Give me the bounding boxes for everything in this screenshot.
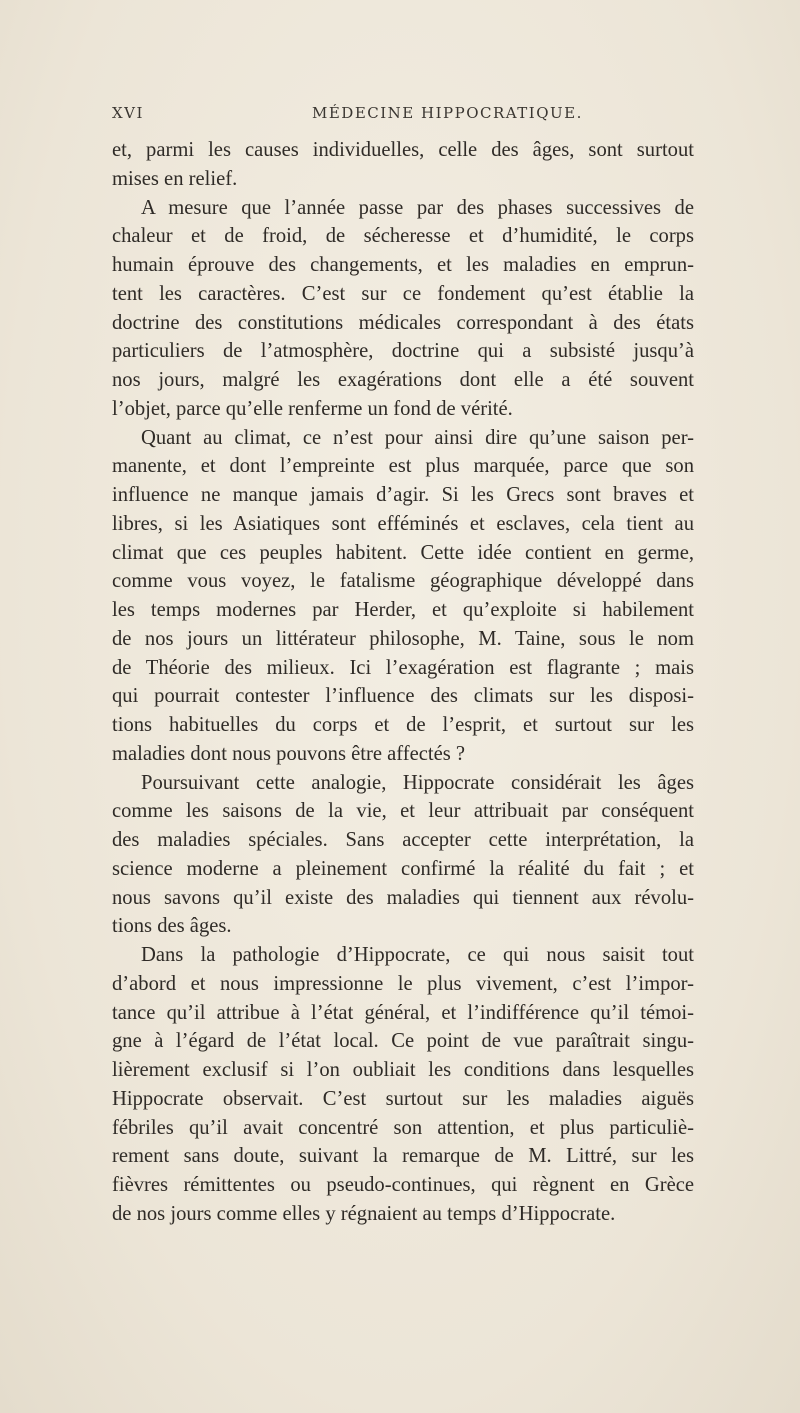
text-line: rement sans doute, suivant la remarque de M. Littré, sur les [112,1145,694,1168]
text-line: de nos jours un littérateur philosophe, M. Taine, sous le nom [112,627,694,650]
text-line: Quant au climat, ce n’est pour ainsi dire qu’une saison per- [141,426,694,449]
text-line: lièrement exclusif si l’on oubliait les conditions dans lesquelles [112,1059,694,1081]
text-line: l’objet, parce qu’elle renferme un fond de vérité. [112,397,513,420]
running-title: MÉDECINE HIPPOCRATIQUE. [312,104,583,122]
text-line: de nos jours comme elles y régnaient au temps d’Hippocrate. [112,1202,616,1225]
text-line: des maladies spéciales. Sans accepter cette interprétation, la [112,829,694,851]
text-line: humain éprouve des changements, et les maladies en emprun- [112,254,694,276]
body-text [112,136,694,1229]
text-line: particuliers de l’atmosphère, doctrine qui a subsisté jusqu’à [112,340,694,363]
text-line: nos jours, malgré les exagérations dont elle a été souvent [112,369,694,391]
text-line: doctrine des constitutions médicales correspondant à des états [112,311,694,334]
text-line: influence ne manque jamais d’agir. Si les Grecs sont braves et [112,484,694,506]
text-line: tent les caractères. C’est sur ce fondement qu’est établie la [112,282,694,305]
text-line: Hippocrate observait. C’est surtout sur les maladies aiguës [112,1087,694,1110]
text-line: manente, et dont l’empreinte est plus marquée, parce que son [112,455,694,478]
text-line: tions des âges. [112,915,232,938]
text-line: de Théorie des milieux. Ici l’exagération est flagrante ; mais [112,656,694,679]
text-line: comme vous voyez, le fatalisme géographique développé dans [112,570,694,593]
text-line: maladies dont nous pouvons être affectés ? [112,742,466,765]
text-line: qui pourrait contester l’influence des climats sur les disposi- [112,685,694,708]
text-line: mises en relief. [112,167,238,190]
text-line: tance qu’il attribue à l’état général, et l’indifférence qu’il témoi- [112,1001,694,1024]
text-line: comme les saisons de la vie, et leur attribuait par conséquent [112,800,694,823]
text-line: chaleur et de froid, de sécheresse et d’humidité, le corps [112,225,694,248]
text-line: science moderne a pleinement confirmé la réalité du fait ; et [112,857,694,880]
text-line: et, parmi les causes individuelles, celle des âges, sont surtout [112,139,694,161]
text-line: Dans la pathologie d’Hippocrate, ce qui nous saisit tout [141,944,694,966]
text-line: climat que ces peuples habitent. Cette idée contient en germe, [112,541,694,564]
page-header [112,104,694,128]
text-line: d’abord et nous impressionne le plus vivement, c’est l’impor- [112,972,694,995]
text-line: les temps modernes par Herder, et qu’exploite si habilement [112,599,694,621]
text-line: fébriles qu’il avait concentré son attention, et plus particuliè- [112,1116,694,1139]
text-line: A mesure que l’année passe par des phases successives de [141,196,694,219]
text-line: Poursuivant cette analogie, Hippocrate considérait les âges [141,771,694,794]
text-line: nous savons qu’il existe des maladies qui tiennent aux révolu- [112,886,694,909]
text-line: tions habituelles du corps et de l’esprit, et surtout sur les [112,714,694,736]
text-line: libres, si les Asiatiques sont efféminés et esclaves, cela tient au [112,512,694,535]
text-line: gne à l’égard de l’état local. Ce point de vue paraîtrait singu- [112,1030,694,1053]
text-line: fièvres rémittentes ou pseudo-continues, qui règnent en Grèce [112,1174,694,1196]
page-number: XVI [112,104,144,122]
